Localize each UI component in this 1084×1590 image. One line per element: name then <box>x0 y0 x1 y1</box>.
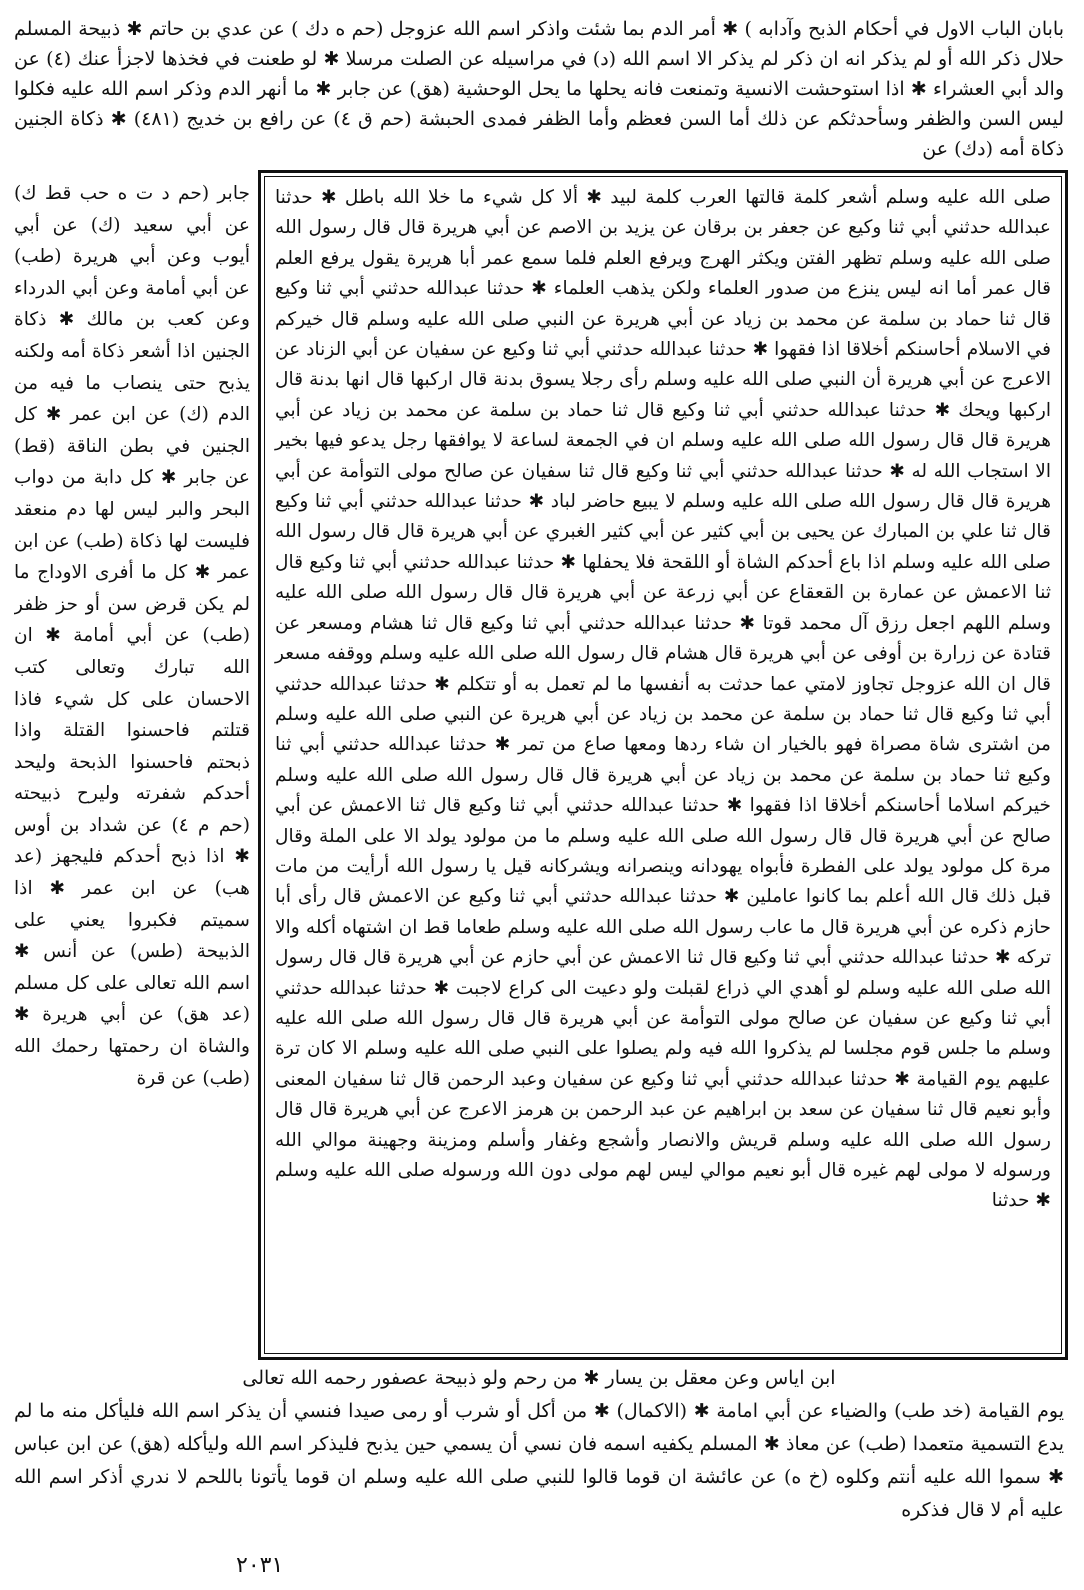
margin-column <box>14 178 250 1358</box>
footer-paragraph: يوم القيامة (خد طب) والضياء عن أبي امامة ✱ (الاكمال) ✱ من أكل أو شرب أو رمى صيدا فنسي أن يذكر اسم الله فليأكل منه ما لم يدع التسمية متعمدا (طب) عن معاذ ✱ المسلم يكفيه اسمه فان نسي أن يسمي حين يذبح فليذكر اسم الله وليأكله (هق) عن ابن عباس ✱ سموا الله عليه أنتم وكلوه (خ ه) عن عائشة ان قوما قالوا للنبي صلى الله عليه وسلم ان قوما يأتونا باللحم لا ندري أذكر اسم الله عليه أم لا قال فذكره <box>14 1400 1064 1521</box>
footer-text-block <box>14 1362 1064 1552</box>
main-text-frame <box>264 176 1062 1354</box>
page-number: ٢٠٣١ <box>236 1553 284 1578</box>
header-paragraph: بابان الباب الاول في أحكام الذبح وآدابه ) ✱ أمر الدم بما شئت واذكر اسم الله عزوجل (حم ه دك ) عن عدي بن حاتم ✱ ذبيحة المسلم حلال ذكر الله أو لم يذكر انه ان ذكر لم يذكر الا اسم الله (د) في مراسيله عن الصلت مرسلا ✱ لو طعنت في فخذها لاجزأ عنك (٤) عن والد أبي العشراء ✱ اذا استوحشت الانسية وتمنعت فانه يحلها ما يحل الوحشية (هق) عن جابر ✱ ما أنهر الدم وذكر اسم الله عليه فكلوا ليس السن والظفر وسأحدثكم عن ذلك أما السن فعظم وأما الظفر فمدى الحبشة (حم ق ٤) عن رافع بن خديج (٤٨١) ✱ ذكاة الجنين ذكاة أمه (دك) عن <box>14 18 1064 160</box>
header-text-block <box>14 14 1064 164</box>
margin-paragraph: جابر (حم د ت ه حب قط ك) عن أبي سعيد (ك) عن أبي أيوب وعن أبي هريرة (طب) عن أبي أمامة وعن أبي الدرداء وعن كعب بن مالك ✱ ذكاة الجنين اذا أشعر ذكاة أمه ولكنه يذبح حتى ينصاب ما فيه من الدم (ك) عن ابن عمر ✱ كل الجنين في بطن الناقة (قط) عن جابر ✱ كل دابة من دواب البحر والبر ليس لها دم منعقد فليست لها ذكاة (طب) عن ابن عمر ✱ كل ما أفرى الاوداج ما لم يكن قرض سن أو حز ظفر (طب) عن أبي أمامة ✱ ان الله تبارك وتعالى كتب الاحسان على كل شيء فاذا قتلتم فاحسنوا القتلة واذا ذبحتم فاحسنوا الذبحة وليحد أحدكم شفرته وليرح ذبيحته (حم م ٤) عن شداد بن أوس ✱ اذا ذبح أحدكم فليجهز (عد هب) عن ابن عمر ✱ اذا سميتم فكبروا يعني على الذبيحة (طس) عن أنس ✱ اسم الله تعالى على كل مسلم (عد هق) عن أبي هريرة ✱ والشاة ان رحمتها رحمك الله (طب) عن قرة <box>14 183 250 1089</box>
footer-line-1: ابن اياس وعن معقل بن يسار ✱ من رحم ولو ذبيحة عصفور رحمه الله تعالى <box>242 1367 836 1389</box>
main-paragraph: صلى الله عليه وسلم أشعر كلمة قالتها العرب كلمة لبيد ✱ ألا كل شيء ما خلا الله باطل ✱ حدثنا عبدالله حدثني أبي ثنا وكيع عن جعفر بن برقان عن يزيد بن الاصم عن أبي هريرة قال قال رسول الله صلى الله عليه وسلم تظهر الفتن ويكثر الهرج ويرفع العلم فلما سمع عمر أبا هريرة يقول يرفع العلم قال عمر أما انه ليس ينزع من صدور العلماء ولكن يذهب العلماء ✱ حدثنا عبدالله حدثني أبي ثنا وكيع قال ثنا حماد بن سلمة عن محمد بن زياد عن أبي هريرة عن النبي صلى الله عليه وسلم قال خيركم في الاسلام أحاسنكم أخلاقا اذا فقهوا ✱ حدثنا عبدالله حدثني أبي ثنا وكيع عن سفيان عن أبي الزناد عن الاعرج عن أبي هريرة أن النبي صلى الله عليه وسلم رأى رجلا يسوق بدنة قال اركبها قال انها بدنة قال اركبها ويحك ✱ حدثنا عبدالله حدثني أبي ثنا وكيع قال ثنا حماد بن سلمة عن محمد بن زياد عن أبي هريرة قال قال رسول الله صلى الله عليه وسلم ان في الجمعة لساعة لا يوافقها رجل يدعو فيها بخير الا استجاب الله له ✱ حدثنا عبدالله حدثني أبي ثنا وكيع قال ثنا سفيان عن صالح مولى التوأمة عن أبي هريرة قال قال رسول الله صلى الله عليه وسلم لا يبيع حاضر لباد ✱ حدثنا عبدالله حدثني أبي ثنا وكيع قال ثنا علي بن المبارك عن يحيى بن أبي كثير عن أبي كثير الغبري عن أبي هريرة قال قال رسول الله صلى الله عليه وسلم اذا باع أحدكم الشاة أو اللقحة فلا يحفلها ✱ حدثنا عبدالله حدثني أبي ثنا وكيع قال ثنا الاعمش عن عمارة بن القعقاع عن أبي زرعة عن أبي هريرة قال قال رسول الله صلى الله عليه وسلم اللهم اجعل رزق آل محمد قوتا ✱ حدثنا عبدالله حدثني أبي ثنا وكيع قال ثنا هشام ومسعر عن قتادة عن زرارة بن أوفى عن أبي هريرة قال هشام قال رسول الله صلى الله عليه وسلم ووقفه مسعر قال ان الله عزوجل تجاوز لامتي عما حدثت به أنفسها ما لم تعمل به أو تتكلم ✱ حدثنا عبدالله حدثني أبي ثنا وكيع قال ثنا حماد بن سلمة عن محمد بن زياد عن أبي هريرة عن النبي صلى الله عليه وسلم من اشترى شاة مصراة فهو بالخيار ان شاء ردها ومعها صاع من تمر ✱ حدثنا عبدالله حدثني أبي ثنا وكيع ثنا حماد بن سلمة عن محمد بن زياد عن أبي هريرة قال قال رسول الله صلى الله عليه وسلم خيركم اسلاما أحاسنكم أخلاقا اذا فقهوا ✱ حدثنا عبدالله حدثني أبي ثنا وكيع قال ثنا الاعمش عن أبي صالح عن أبي هريرة قال قال رسول الله صلى الله عليه وسلم ما من مولود يولد الا على الملة وقال مرة كل مولود يولد على الفطرة فأبواه يهودانه وينصرانه ويشركانه قيل يا رسول الله أرأيت من مات قبل ذلك قال الله أعلم بما كانوا عاملين ✱ حدثنا عبدالله حدثني أبي ثنا وكيع عن الاعمش قال رأى أبا حازم ذكره عن أبي هريرة قال ما عاب رسول الله صلى الله عليه وسلم طعاما قط ان اشتهاه أكله والا تركه ✱ حدثنا عبدالله حدثني أبي ثنا وكيع قال ثنا الاعمش عن أبي حازم عن أبي هريرة قال قال رسول الله صلى الله عليه وسلم لو أهدي الي ذراع لقبلت ولو دعيت الى كراع لاجبت ✱ حدثنا عبدالله حدثني أبي ثنا وكيع عن سفيان عن صالح مولى التوأمة عن أبي هريرة قال قال رسول الله صلى الله عليه وسلم ما جلس قوم مجلسا لم يذكروا الله فيه ولم يصلوا على النبي صلى الله عليه وسلم الا كان ترة عليهم يوم القيامة ✱ حدثنا عبدالله حدثني أبي ثنا وكيع عن سفيان وعبد الرحمن قال ثنا سفيان المعنى وأبو نعيم قال ثنا سفيان عن سعد بن ابراهيم عن عبد الرحمن بن هرمز الاعرج عن أبي هريرة قال قال رسول الله صلى الله عليه وسلم قريش والانصار وأشجع وغفار وأسلم ومزينة وجهينة موالي الله ورسوله لا مولى لهم غيره قال أبو نعيم موالي ليس لهم مولى دون الله ورسوله صلى الله عليه وسلم ✱ حدثنا <box>275 187 1051 1212</box>
